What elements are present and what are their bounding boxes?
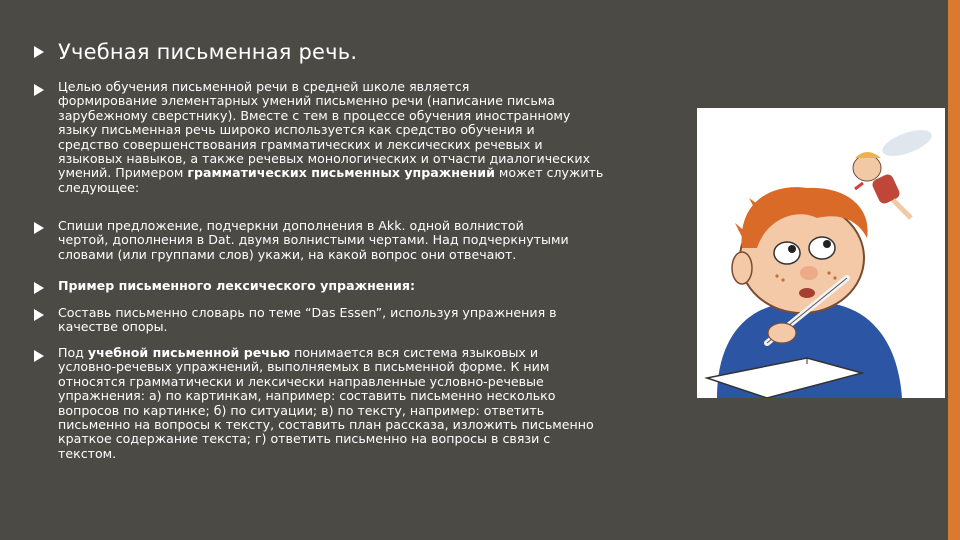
- accent-bar: [948, 0, 960, 540]
- cartoon-student-illustration: [697, 108, 945, 398]
- paragraph-3-bold: Пример письменного лексического упражнения:: [58, 278, 415, 293]
- bullet-arrow-icon: [34, 84, 44, 96]
- bullet-arrow-icon: [34, 282, 44, 294]
- paragraph-5-bold: учебной письменной речью: [87, 345, 291, 360]
- bullet-arrow-icon: [34, 222, 44, 234]
- paragraph-3: [58, 279, 692, 293]
- paragraph-1-bold: грамматических письменных упражнений: [187, 165, 495, 181]
- paragraph-5-text: Под: [58, 345, 88, 360]
- bullet-arrow-icon: [34, 350, 44, 362]
- bullet-arrow-icon: [34, 309, 44, 321]
- paragraph-5: [58, 346, 692, 461]
- paragraph-2: Спиши предложение, подчеркни дополнения в Akk. одной волнистой чертой, дополнения в Dat. двумя волнистыми чертами. Над подчеркнутыми словами (или группами слов) укажи, на какой вопрос они отвечают.: [58, 218, 569, 262]
- paragraph-1-text: Целью обучения письменной речи в средней школе является формирование элементарных умений письменно речи (написание письма зарубежному сверстнику). Вместе с тем в процессе обучения иностранному языку письменная речь широко используется как средство обучения и средство совершенствования грамматических и лексических речевых и языковых навыков, а также речевых монологических и отчасти диалогических умений. Примером: [58, 79, 591, 181]
- slide-title: Учебная письменная речь.: [58, 40, 358, 64]
- paragraph-1: [58, 80, 692, 195]
- paragraph-5-text-end: понимается вся система языковых и условно-речевых упражнений, выполняемых в письменной форме. К ним относятся грамматически и лексически направленные условно-речевые упражнения: а) по картинкам, например: составить письменно несколько вопросов по картинке; б) по ситуации; в) по тексту, например: ответить письменно на вопросы к тексту, составить план рассказа, изложить письменно краткое содержание текста; г) ответить письменно на вопросы в связи с текстом.: [58, 345, 594, 461]
- paragraph-1-text-end: может служить следующее:: [58, 165, 604, 195]
- bullet-arrow-icon: [34, 46, 44, 58]
- illustration-svg: [697, 108, 945, 398]
- paragraph-4: Составь письменно словарь по теме “Das Essen”, используя упражнения в качестве опоры.: [58, 305, 557, 335]
